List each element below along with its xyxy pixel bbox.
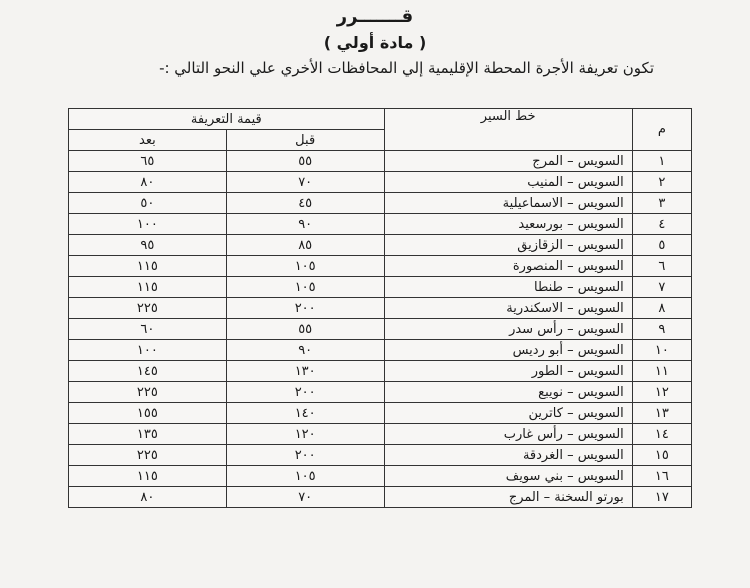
row-number: ١٧ (632, 487, 691, 508)
row-fare-before: ٢٠٠ (226, 298, 384, 319)
row-fare-after: ١١٥ (69, 466, 227, 487)
row-number: ١٠ (632, 340, 691, 361)
row-fare-before: ١٤٠ (226, 403, 384, 424)
row-fare-before: ٢٠٠ (226, 445, 384, 466)
row-route: السويس – كاترين (384, 403, 632, 424)
row-fare-after: ٩٥ (69, 235, 227, 256)
row-route: السويس – المنصورة (384, 256, 632, 277)
row-fare-before: ٩٠ (226, 214, 384, 235)
row-fare-before: ٧٠ (226, 487, 384, 508)
row-route: السويس – طنطا (384, 277, 632, 298)
row-route: السويس – الزقازيق (384, 235, 632, 256)
row-fare-before: ٢٠٠ (226, 382, 384, 403)
row-number: ١٢ (632, 382, 691, 403)
row-route: السويس – رأس سدر (384, 319, 632, 340)
row-route: السويس – الاسماعيلية (384, 193, 632, 214)
row-number: ١٥ (632, 445, 691, 466)
decree-title: قـــــــرر (336, 6, 414, 27)
table-row (69, 382, 692, 403)
table-row (69, 277, 692, 298)
row-fare-after: ٥٠ (69, 193, 227, 214)
row-fare-after: ٨٠ (69, 487, 227, 508)
row-number: ٩ (632, 319, 691, 340)
table-header-row (69, 109, 692, 130)
row-fare-after: ١١٥ (69, 277, 227, 298)
row-fare-after: ٦٠ (69, 319, 227, 340)
row-number: ١ (632, 151, 691, 172)
row-fare-after: ١٥٥ (69, 403, 227, 424)
row-number: ١٤ (632, 424, 691, 445)
article-subtitle: ( مادة أولي ) (323, 33, 427, 52)
row-fare-before: ١٠٥ (226, 256, 384, 277)
row-number: ٢ (632, 172, 691, 193)
row-fare-before: ٥٥ (226, 151, 384, 172)
row-number: ٥ (632, 235, 691, 256)
row-fare-before: ٤٥ (226, 193, 384, 214)
row-fare-after: ٢٢٥ (69, 298, 227, 319)
row-number: ٧ (632, 277, 691, 298)
row-number: ٨ (632, 298, 691, 319)
row-fare-before: ١٣٠ (226, 361, 384, 382)
header-route: خط السير (384, 109, 632, 151)
fare-table (68, 108, 692, 508)
row-route: السويس – الاسكندرية (384, 298, 632, 319)
row-fare-after: ١٤٥ (69, 361, 227, 382)
row-number: ٣ (632, 193, 691, 214)
row-number: ٦ (632, 256, 691, 277)
header-num: م (632, 109, 691, 151)
row-fare-before: ٥٥ (226, 319, 384, 340)
row-fare-after: ١٠٠ (69, 340, 227, 361)
table-row (69, 172, 692, 193)
table-row (69, 151, 692, 172)
row-number: ٤ (632, 214, 691, 235)
header-fare-group: قيمة التعريفة (69, 109, 385, 130)
row-fare-after: ٦٥ (69, 151, 227, 172)
row-route: بورتو السخنة – المرج (384, 487, 632, 508)
row-route: السويس – الغردقة (384, 445, 632, 466)
row-route: السويس – نويبع (384, 382, 632, 403)
row-fare-before: ١٢٠ (226, 424, 384, 445)
table-row (69, 445, 692, 466)
table-row (69, 466, 692, 487)
row-number: ١٦ (632, 466, 691, 487)
table-row (69, 298, 692, 319)
row-route: السويس – بورسعيد (384, 214, 632, 235)
row-route: السويس – رأس غارب (384, 424, 632, 445)
header-before: قبل (226, 130, 384, 151)
table-row (69, 403, 692, 424)
row-fare-after: ١٣٥ (69, 424, 227, 445)
row-route: السويس – المنيب (384, 172, 632, 193)
row-fare-after: ٢٢٥ (69, 382, 227, 403)
row-fare-after: ١٠٠ (69, 214, 227, 235)
table-row (69, 319, 692, 340)
row-number: ١٣ (632, 403, 691, 424)
row-route: السويس – المرج (384, 151, 632, 172)
table-row (69, 235, 692, 256)
table-row (69, 256, 692, 277)
row-route: السويس – بني سويف (384, 466, 632, 487)
row-route: السويس – الطور (384, 361, 632, 382)
row-number: ١١ (632, 361, 691, 382)
table-row (69, 361, 692, 382)
row-fare-after: ٨٠ (69, 172, 227, 193)
table-row (69, 193, 692, 214)
row-fare-before: ٧٠ (226, 172, 384, 193)
row-fare-after: ٢٢٥ (69, 445, 227, 466)
intro-text: تكون تعريفة الأجرة المحطة الإقليمية إلي المحافظات الأخري علي النحو التالي :- (159, 59, 654, 77)
row-fare-before: ٨٥ (226, 235, 384, 256)
row-fare-before: ١٠٥ (226, 277, 384, 298)
row-fare-before: ٩٠ (226, 340, 384, 361)
table-row (69, 487, 692, 508)
row-fare-before: ١٠٥ (226, 466, 384, 487)
row-fare-after: ١١٥ (69, 256, 227, 277)
table-row (69, 340, 692, 361)
table-row (69, 424, 692, 445)
header-after: بعد (69, 130, 227, 151)
table-row (69, 214, 692, 235)
row-route: السويس – أبو رديس (384, 340, 632, 361)
